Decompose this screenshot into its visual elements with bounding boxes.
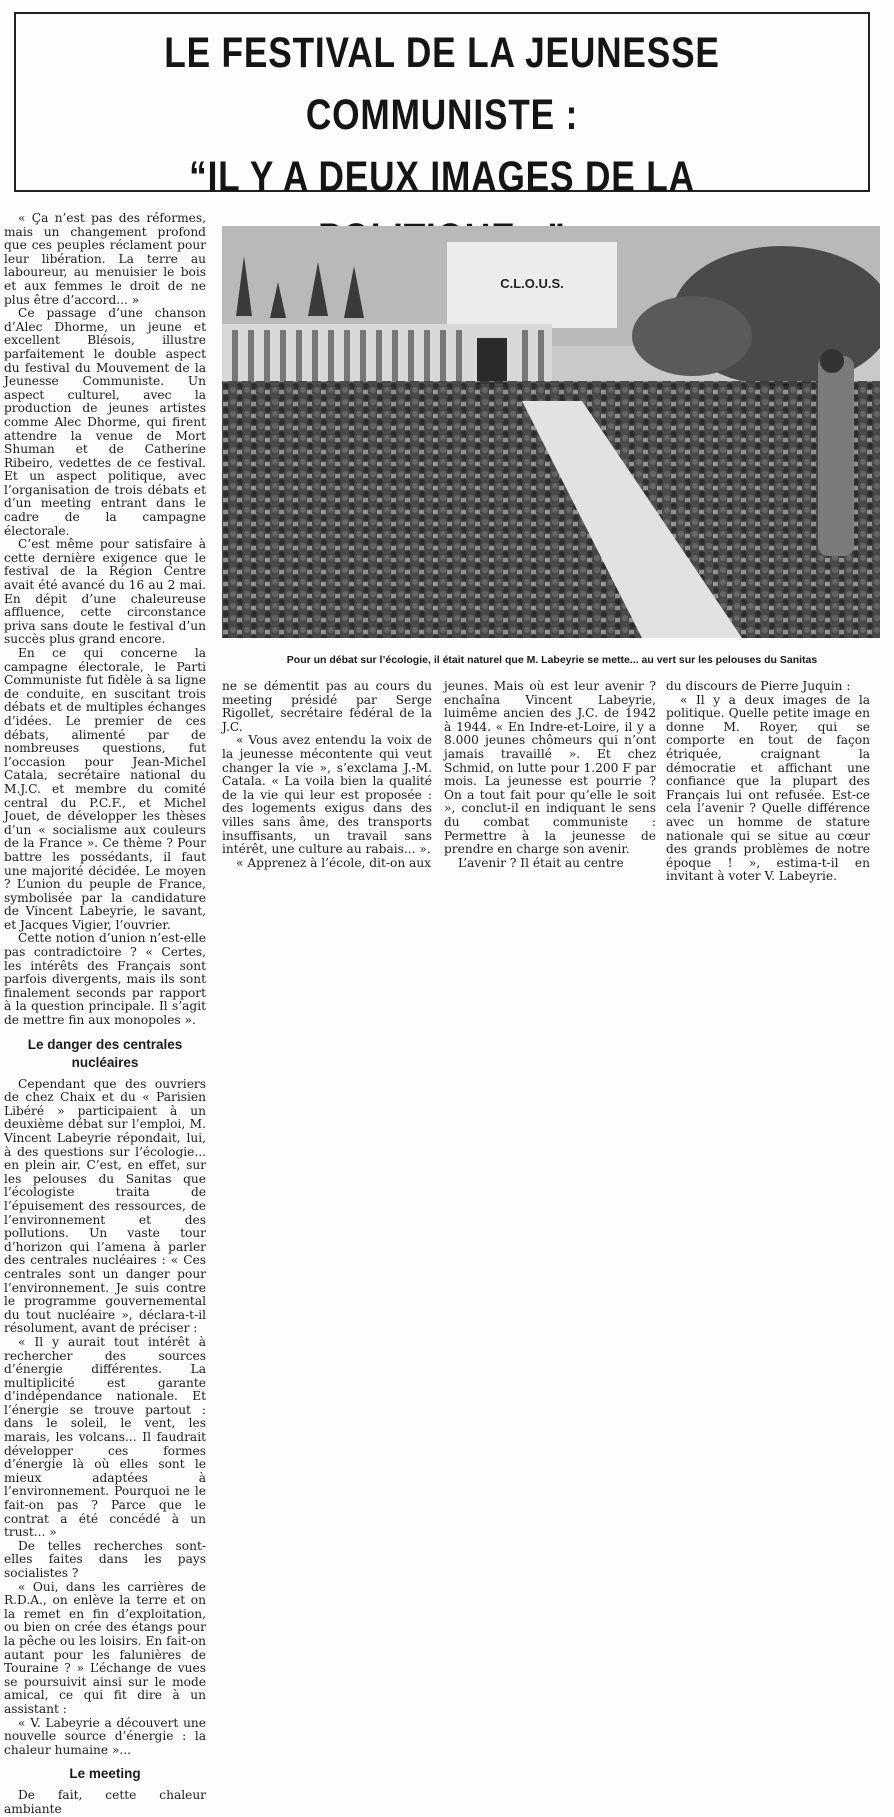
paragraph: du discours de Pierre Juquin : bbox=[666, 679, 851, 693]
subheading-nuclear: Le danger des centrales nucléaires bbox=[27, 1036, 183, 1070]
article-column-2 bbox=[222, 680, 432, 870]
paragraph: De telles recherches sont-elles faites dans les pays socialistes ? bbox=[4, 1538, 206, 1580]
article-column-1 bbox=[4, 212, 206, 1817]
paragraph: Ce passage d’une chanson d’Alec Dhorme, un jeune et excellent Blésois, illustre parfaitement le double aspect du festival du Mouvement de la Jeunesse Communiste. Un aspect culturel, avec la production de jeunes artistes comme Alec Dhorme, qui firent attendre la venue de Mort Shuman et de Catherine Ribeiro, vedettes de ce festival. Et un aspect politique, avec l’organisation de trois débats et d’un meeting entrant dans le cadre de la campagne électorale. bbox=[4, 306, 206, 538]
festival-photo bbox=[222, 226, 880, 638]
headline-line-1: LE FESTIVAL DE LA JEUNESSE COMMUNISTE : bbox=[164, 29, 720, 139]
paragraph: Cette notion d’union n’est-elle pas contradictoire ? « Certes, les intérêts des Français sont parfois divergents, mais ils sont finalement seconds par rapport à la question principale. Il s’agit de mettre fin aux monopoles ». bbox=[4, 931, 206, 1028]
paragraph: « V. Labeyrie a découvert une nouvelle source d’énergie : la chaleur humaine »... bbox=[4, 1715, 206, 1757]
headline-line-2: “IL Y A DEUX IMAGES DE LA bbox=[189, 153, 695, 201]
paragraph: « Il y aurait tout intérêt à rechercher des sources d’énergie différentes. La multiplicité est garante d’indépendance nationale. Et l’énergie se trouve partout : dans le soleil, le vent, les marais, les volcans... Il faudrait développer ces formes d’énergie là où elles sont le mieux adaptées à l’environnement. Pourquoi ne le fait-on pas ? Parce que le contrat a été concédé à un trust... » bbox=[4, 1334, 206, 1540]
photo-caption: Pour un débat sur l’écologie, il était naturel que M. Labeyrie se mette... au vert sur les pelouses du Sanitas bbox=[286, 654, 818, 666]
paragraph: « Vous avez entendu la voix de la jeunesse mécontente qui veut changer la vie », s’exclama J.-M. Catala. « La voila bien la qualité de la vie qui leur est proposée : des logements exigus dans des villes sans âme, des transports insuffisants, un travail sans intérêt, une culture au rabais... ». bbox=[222, 733, 432, 857]
paragraph: jeunes. Mais où est leur avenir ? enchaîna Vincent Labeyrie, luimême ancien des J.C. de 1942 à 1944. « En Indre-et-Loire, il y a 8.000 jeunes chômeurs qui n’ont jamais travaillé ». Et chez Schmid, on lutte pour 1.200 F par mois. La jeunesse est pourrie ? On a tout fait pour qu’elle le soit », conclut-il en indiquant le sens du combat communiste : Permettre à la jeunesse de prendre en charge son avenir. bbox=[444, 679, 656, 857]
paragraph: En ce qui concerne la campagne électorale, le Parti Communiste fut fidèle à sa ligne de conduite, en suscitant trois débats et de multiples échanges d’idées. Le premier de ces débats, alimenté par de nombreuses questions, fut l’occasion pour Jean-Michel Catala, secrétaire national du M.J.C. et membre du comité central du P.C.F., et Michel Jouet, de développer les thèses d’un « socialisme aux couleurs de la France ». Ce thème ? Pour battre les possédants, il faut une majorité décidée. Le moyen ? L’union du peuple de France, symbolisée par la candidature de Vincent Labeyrie, le savant, et Jacques Vigier, l’ouvrier. bbox=[4, 646, 206, 932]
paragraph: C’est même pour satisfaire à cette dernière exigence que le festival de la Région Centre avait été avancé du 16 au 2 mai. En dépit d’une chaleureuse affluence, cette circonstance priva sans doute le festival d’un succès plus grand encore. bbox=[4, 537, 206, 647]
paragraph: L’avenir ? Il était au centre bbox=[458, 855, 624, 870]
paragraph: De fait, cette chaleur ambiante bbox=[4, 1788, 206, 1816]
building-sign: C.L.O.U.S. bbox=[500, 276, 564, 291]
paragraph: « Apprenez à l’école, dit-on aux bbox=[236, 855, 432, 870]
paragraph: « Oui, dans les carrières de R.D.A., on enlève la terre et on la remet en fin d’exploitation, ou bien on crée des étangs pour la pêche ou les loisirs. En fait-on autant pour les falunières de Touraine ? » L’échange de vues se poursuivit ainsi sur le mode amical, ce qui fit dire à un assistant : bbox=[4, 1579, 206, 1716]
article-column-3 bbox=[444, 680, 656, 870]
paragraph: « Il y a deux images de la politique. Quelle petite image en donne M. Royer, qui se comporte en tout de façon étriquée, craignant la démocratie et affichant une confiance que la plupart des Français lui ont refusée. Est-ce cela l’avenir ? Quelle différence avec un homme de stature nationale qui se situe au cœur des grands problèmes de notre époque ! », estima-t-il en invitant à voter V. Labeyrie. bbox=[666, 692, 870, 884]
paragraph: « Ça n’est pas des réformes, mais un changement profond que ces peuples réclament pour leur libération. La terre au laboureur, au menuisier le bois et aux femmes le droit de ne plus être d’accord... » bbox=[4, 211, 206, 307]
article-column-4 bbox=[666, 680, 870, 884]
paragraph: Cependant que des ouvriers de chez Chaix et du « Parisien Libéré » participaient à un deuxième débat sur l’emploi, M. Vincent Labeyrie répondait, lui, à des questions sur l’écologie... en plein air. C’est, en effet, sur les pelouses du Sanitas que l’écologiste traita de l’épuisement des ressources, de l’environnement et des pollutions. Un vaste tour d’horizon qui l’amena à parler des centrales nucléaires : « Ces centrales sont un danger pour l’environnement. Je suis contre le programme gouvernemental du tout nucléaire », déclara-t-il résolument, avant de préciser : bbox=[4, 1076, 206, 1336]
paragraph: ne se démentit pas au cours du meeting présidé par Serge Rigollet, secrétaire fédéral de la J.C. bbox=[222, 679, 432, 734]
subheading-meeting: Le meeting bbox=[69, 1766, 141, 1782]
festival-photo-illustration bbox=[222, 226, 880, 638]
